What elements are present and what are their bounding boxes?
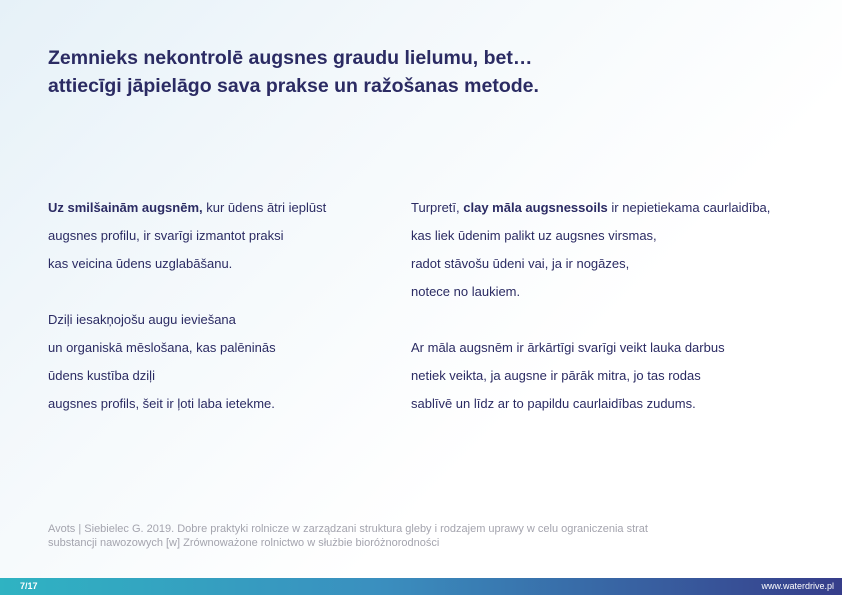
page-number: 7/17 — [20, 581, 38, 591]
footer-bar — [0, 578, 842, 595]
right-p1-bold: clay māla augsnessoils — [463, 200, 608, 215]
source-line-2: substancji nawozowych [w] Zrównoważone rolnictwo w służbie bioróżnorodności — [48, 537, 440, 549]
left-p2-line-3: ūdens kustība dziļi — [48, 368, 155, 383]
left-column — [48, 194, 388, 418]
right-p2-line-2: netiek veikta, ja augsne ir pārāk mitra, jo tas rodas — [411, 368, 701, 383]
right-p1-line-2: kas liek ūdenim palikt uz augsnes virsmas, — [411, 228, 657, 243]
left-p1-line-1 — [48, 194, 388, 222]
left-p1-line-2: augsnes profilu, ir svarīgi izmantot praksi — [48, 228, 284, 243]
left-p1-line-3: kas veicina ūdens uzglabāšanu. — [48, 256, 233, 271]
left-p1-line-1-rest: kur ūdens ātri ieplūst — [202, 200, 327, 215]
slide-title — [48, 44, 768, 100]
right-column — [411, 194, 811, 418]
right-p2-line-3: sablīvē un līdz ar to papildu caurlaidības zudums. — [411, 396, 696, 411]
left-p2-line-4: augsnes profils, šeit ir ļoti laba ietekme. — [48, 396, 275, 411]
right-p1-line-3: radot stāvošu ūdeni vai, ja ir nogāzes, — [411, 256, 630, 271]
right-p1-line-1 — [411, 194, 811, 222]
title-line-2: attiecīgi jāpielāgo sava prakse un ražošanas metode. — [48, 75, 539, 97]
website-link[interactable]: www.waterdrive.pl — [761, 581, 834, 591]
source-citation — [48, 522, 748, 550]
source-line-1: Avots | Siebielec G. 2019. Dobre praktyki rolnicze w zarządzani struktura gleby i rodzajem uprawy w celu ograniczenia strat — [48, 523, 648, 535]
title-line-1: Zemnieks nekontrolē augsnes graudu lielumu, bet… — [48, 47, 533, 69]
right-p1-prefix: Turpretī, — [411, 200, 464, 215]
left-p2-line-1: Dziļi iesakņojošu augu ieviešana — [48, 312, 236, 327]
right-p2-line-1: Ar māla augsnēm ir ārkārtīgi svarīgi veikt lauka darbus — [411, 340, 725, 355]
right-p1-line-1-rest: ir nepietiekama caurlaidība, — [607, 200, 771, 215]
left-p2-line-2: un organiskā mēslošana, kas palēninās — [48, 340, 276, 355]
paragraph-gap — [48, 278, 388, 306]
right-p1-line-4: notece no laukiem. — [411, 284, 521, 299]
paragraph-gap — [411, 306, 811, 334]
left-p1-bold: Uz smilšainām augsnēm, — [48, 200, 203, 215]
